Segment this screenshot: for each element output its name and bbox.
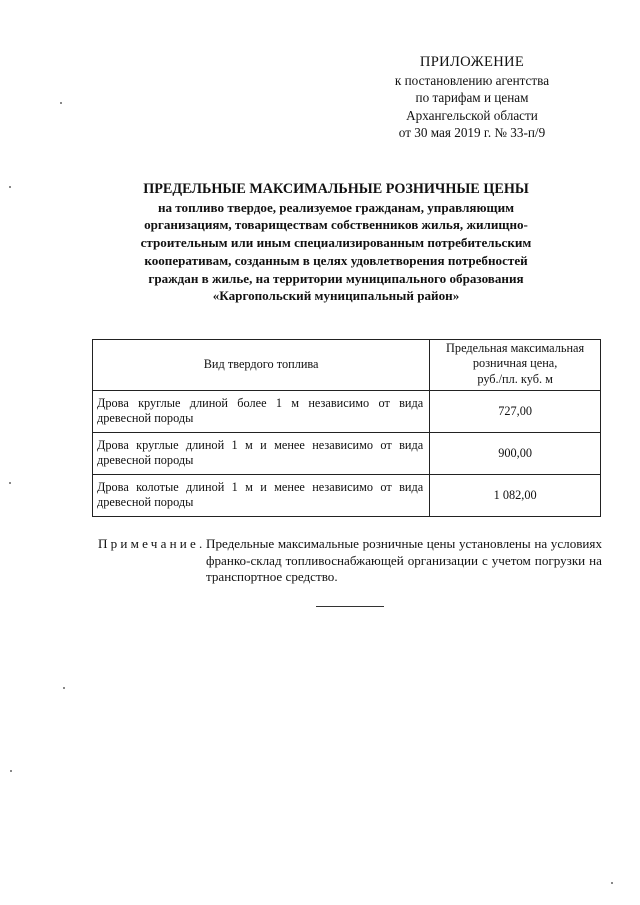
note-text: Предельные максимальные розничные цены установлены на условиях франко-склад топливоснабжающей организации с учетом погрузки на транспортное средство. — [206, 536, 602, 585]
table-row — [93, 433, 601, 475]
price-table — [92, 339, 601, 517]
scan-speck — [9, 186, 11, 188]
header-price-line: Предельная максимальная — [446, 341, 585, 355]
note-label: Примечание. — [98, 536, 206, 551]
table-row — [93, 391, 601, 433]
price-cell: 900,00 — [430, 433, 601, 475]
heading-line: кооперативам, созданным в целях удовлетворения потребностей — [144, 252, 528, 268]
fuel-type-cell: Дрова круглые длиной 1 м и менее независимо от вида древесной породы — [93, 433, 430, 475]
document-title: ПРЕДЕЛЬНЫЕ МАКСИМАЛЬНЫЕ РОЗНИЧНЫЕ ЦЕНЫ — [143, 181, 529, 197]
scan-speck — [611, 882, 613, 884]
header-price-line: руб./пл. куб. м — [477, 371, 553, 386]
price-cell: 1 082,00 — [430, 475, 601, 517]
appendix-line: по тарифам и ценам — [415, 90, 529, 106]
appendix-line: от 30 мая 2019 г. № 33-п/9 — [398, 125, 546, 141]
document-heading — [98, 181, 574, 305]
appendix-line: Архангельской области — [406, 107, 538, 123]
heading-line: «Каргопольский муниципальный район» — [212, 288, 460, 304]
header-price — [430, 340, 601, 391]
header-price-line: розничная цена, — [472, 356, 558, 371]
scan-speck — [63, 687, 65, 689]
appendix-block — [352, 54, 592, 142]
heading-line: на топливо твердое, реализуемое гражданам, управляющим — [157, 199, 515, 215]
heading-line: организациям, товариществам собственников жилья, жилищно- — [144, 217, 528, 233]
heading-line: строительным или иным специализированным потребительским — [140, 235, 532, 251]
fuel-type-cell: Дрова круглые длиной более 1 м независимо от вида древесной породы — [93, 391, 430, 433]
price-cell: 727,00 — [430, 391, 601, 433]
scan-speck — [9, 482, 11, 484]
appendix-title: ПРИЛОЖЕНИЕ — [419, 54, 525, 70]
scan-speck — [10, 770, 12, 772]
table-header-row — [93, 340, 601, 391]
appendix-line: к постановлению агентства — [394, 72, 550, 88]
table-row — [93, 475, 601, 517]
header-fuel-type: Вид твердого топлива — [93, 340, 430, 391]
scan-speck — [60, 102, 62, 104]
closing-rule — [316, 606, 384, 607]
fuel-type-cell: Дрова колотые длиной 1 м и менее независимо от вида древесной породы — [93, 475, 430, 517]
heading-line: граждан в жилье, на территории муниципального образования — [148, 270, 524, 286]
